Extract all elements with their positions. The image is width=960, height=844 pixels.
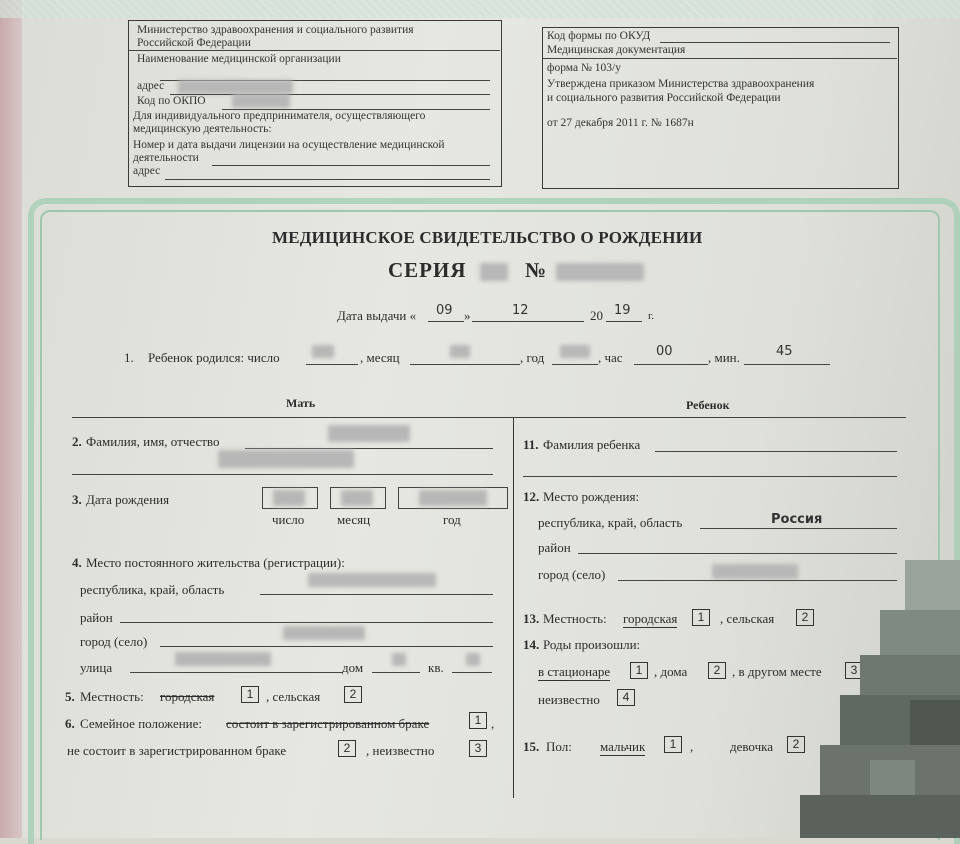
mother-name-line2 [72, 474, 493, 475]
item3-label: Дата рождения [86, 492, 170, 507]
item1-number: 1. [124, 350, 134, 365]
paper-edge [0, 0, 22, 838]
divider [543, 58, 897, 59]
child-surname-line [655, 451, 897, 452]
mother-urban-box: 1 [241, 686, 259, 703]
boy-option: мальчик [600, 739, 646, 754]
country-line: Российской Федерации [137, 37, 251, 49]
birth-place-unknown-option: неизвестно [538, 692, 600, 707]
child-urban-box: 1 [692, 609, 710, 626]
redacted-series [480, 263, 508, 281]
house-label: дом [342, 660, 364, 675]
marital-unknown-option: , неизвестно [366, 743, 435, 758]
header-rule [72, 417, 906, 418]
month-label: , месяц [360, 350, 400, 365]
item6-number: 6. [65, 716, 75, 731]
item15-label: Пол: [546, 739, 572, 754]
redacted-mother-name [218, 450, 354, 468]
home-option: , дома [654, 664, 688, 679]
issue-month-line [472, 321, 584, 322]
item5-number: 5. [65, 689, 75, 704]
month-caption: месяц [337, 512, 371, 527]
address2-line [165, 179, 490, 180]
hour-line [634, 364, 708, 365]
mother-birth-day-box [262, 487, 318, 509]
item4-label: Место постоянного жительства (регистрации): [86, 555, 345, 570]
mother-name-line [245, 448, 493, 449]
child-city-line [618, 580, 897, 581]
hospital-option: в стационаре [538, 664, 611, 679]
birth-year-line [552, 364, 598, 365]
item15-number: 15. [523, 739, 540, 754]
doc-type: Медицинская документация [547, 44, 686, 56]
item6-label: Семейное положение: [80, 716, 203, 731]
item13-number: 13. [523, 611, 540, 626]
issue-year-line [606, 321, 642, 322]
mother-rural-box: 2 [344, 686, 362, 703]
redacted-birth-month [450, 345, 470, 358]
item14-label: Роды произошли: [543, 637, 641, 652]
marital-unknown-box: 3 [469, 740, 487, 757]
redacted-number [556, 263, 644, 281]
day-caption: число [272, 512, 305, 527]
mother-region-line [260, 594, 493, 595]
guilloche-top [0, 0, 960, 18]
divider [129, 50, 500, 51]
redacted-mother-surname [328, 425, 410, 442]
redacted-mother-region [308, 573, 436, 587]
child-district-label: район [538, 540, 571, 555]
mother-city-label: город (село) [80, 634, 148, 649]
comma: , [690, 739, 694, 754]
entrepreneur-line1: Для индивидуального предпринимателя, осуществляющего [133, 110, 426, 122]
org-name-label: Наименование медицинской организации [137, 53, 341, 65]
year-label: , год [520, 350, 545, 365]
child-rural-option: , сельская [720, 611, 775, 626]
item5-label: Местность: [80, 689, 144, 704]
issue-month: 12 [512, 303, 529, 318]
girl-box: 2 [787, 736, 805, 753]
certificate-title: МЕДИЦИНСКОЕ СВИДЕТЕЛЬСТВО О РОЖДЕНИИ [272, 228, 703, 247]
mother-column-header: Мать [286, 396, 316, 410]
license-line [212, 165, 490, 166]
apartment-line [452, 672, 492, 673]
mother-district-label: район [80, 610, 113, 625]
item11-label: Фамилия ребенка [543, 437, 641, 452]
redacted-mother-street [175, 652, 271, 666]
hour-value: 00 [656, 344, 673, 359]
child-surname-line2 [523, 476, 897, 477]
redacted-child-city [712, 564, 798, 579]
license-line2: деятельности [133, 152, 199, 164]
child-region-line [700, 528, 897, 529]
not-married-option: не состоит в зарегистрированном браке [67, 743, 287, 758]
birth-day-line [306, 364, 358, 365]
married-option: состоит в зарегистрированном браке [226, 716, 430, 731]
item3-number: 3. [72, 492, 82, 507]
item13-label: Местность: [543, 611, 607, 626]
license-line1: Номер и дата выдачи лицензии на осуществление медицинской [133, 139, 445, 151]
child-column-header: Ребенок [686, 398, 730, 412]
home-box: 2 [708, 662, 726, 679]
ministry-line: Министерство здравоохранения и социального развития [137, 24, 414, 36]
minute-line [744, 364, 830, 365]
issue-day-line [428, 321, 464, 322]
child-region-value: Россия [771, 512, 823, 527]
redacted-birth-day [312, 345, 334, 358]
mother-street-label: улица [80, 660, 113, 675]
mother-region-label: республика, край, область [80, 582, 225, 597]
item11-number: 11. [523, 437, 539, 452]
child-city-label: город (село) [538, 567, 606, 582]
married-box: 1 [469, 712, 487, 729]
form-number: форма № 103/у [547, 62, 621, 74]
item12-number: 12. [523, 489, 540, 504]
issue-date-label: Дата выдачи « [337, 308, 417, 323]
minute-label: , мин. [708, 350, 740, 365]
mother-city-line [160, 646, 493, 647]
approved-line1: Утверждена приказом Министерства здравоохранения [547, 78, 815, 90]
mother-birth-year-box [398, 487, 508, 509]
series-label: СЕРИЯ [388, 258, 467, 282]
child-rural-box: 2 [796, 609, 814, 626]
comma: , [491, 716, 495, 731]
item2-label: Фамилия, имя, отчество [86, 434, 220, 449]
other-place-box: 3 [845, 662, 863, 679]
hospital-box: 1 [630, 662, 648, 679]
issue-day: 09 [436, 303, 453, 318]
entrepreneur-line2: медицинскую деятельность: [133, 123, 272, 135]
address-label: адрес [137, 80, 165, 92]
boy-box: 1 [664, 736, 682, 753]
item12-label: Место рождения: [543, 489, 640, 504]
house-line [372, 672, 420, 673]
okud-label: Код формы по ОКУД [547, 30, 651, 42]
birth-place-unknown-box: 4 [617, 689, 635, 706]
redacted-okpo [232, 94, 290, 108]
number-label: № [525, 258, 547, 282]
mother-street-line [130, 672, 342, 673]
apartment-label: кв. [428, 660, 444, 675]
column-divider [513, 418, 514, 798]
mother-rural-option: , сельская [266, 689, 321, 704]
child-urban-option: городская [623, 611, 678, 626]
mother-district-line [120, 622, 493, 623]
girl-option: девочка [730, 739, 774, 754]
issue-year-suffix: г. [648, 310, 655, 322]
issue-quote-close: » [464, 308, 471, 323]
issue-year: 19 [614, 303, 631, 318]
redacted-birth-year [560, 345, 590, 358]
mother-birth-month-box [330, 487, 386, 509]
redacted-apartment [466, 653, 480, 666]
redacted-house [392, 653, 406, 666]
child-district-line [578, 553, 897, 554]
minute-value: 45 [776, 344, 793, 359]
address-line [170, 94, 490, 95]
redacted-address [178, 80, 293, 94]
birth-month-line [410, 364, 520, 365]
order-date: от 27 декабря 2011 г. № 1687н [547, 117, 694, 129]
item2-number: 2. [72, 434, 82, 449]
child-region-label: республика, край, область [538, 515, 683, 530]
okpo-label: Код по ОКПО [137, 95, 206, 107]
issue-year-prefix: 20 [590, 308, 603, 323]
mother-urban-option: городская [160, 689, 215, 704]
address2-label: адрес [133, 165, 161, 177]
approved-line2: и социального развития Российской Федерации [547, 92, 781, 104]
other-place-option: , в другом месте [732, 664, 822, 679]
item1-label: Ребенок родился: число [148, 350, 280, 365]
item14-number: 14. [523, 637, 540, 652]
redacted-mother-city [283, 626, 365, 640]
hour-label: , час [598, 350, 623, 365]
okud-line [660, 42, 890, 43]
item4-number: 4. [72, 555, 82, 570]
year-caption: год [443, 512, 461, 527]
not-married-box: 2 [338, 740, 356, 757]
